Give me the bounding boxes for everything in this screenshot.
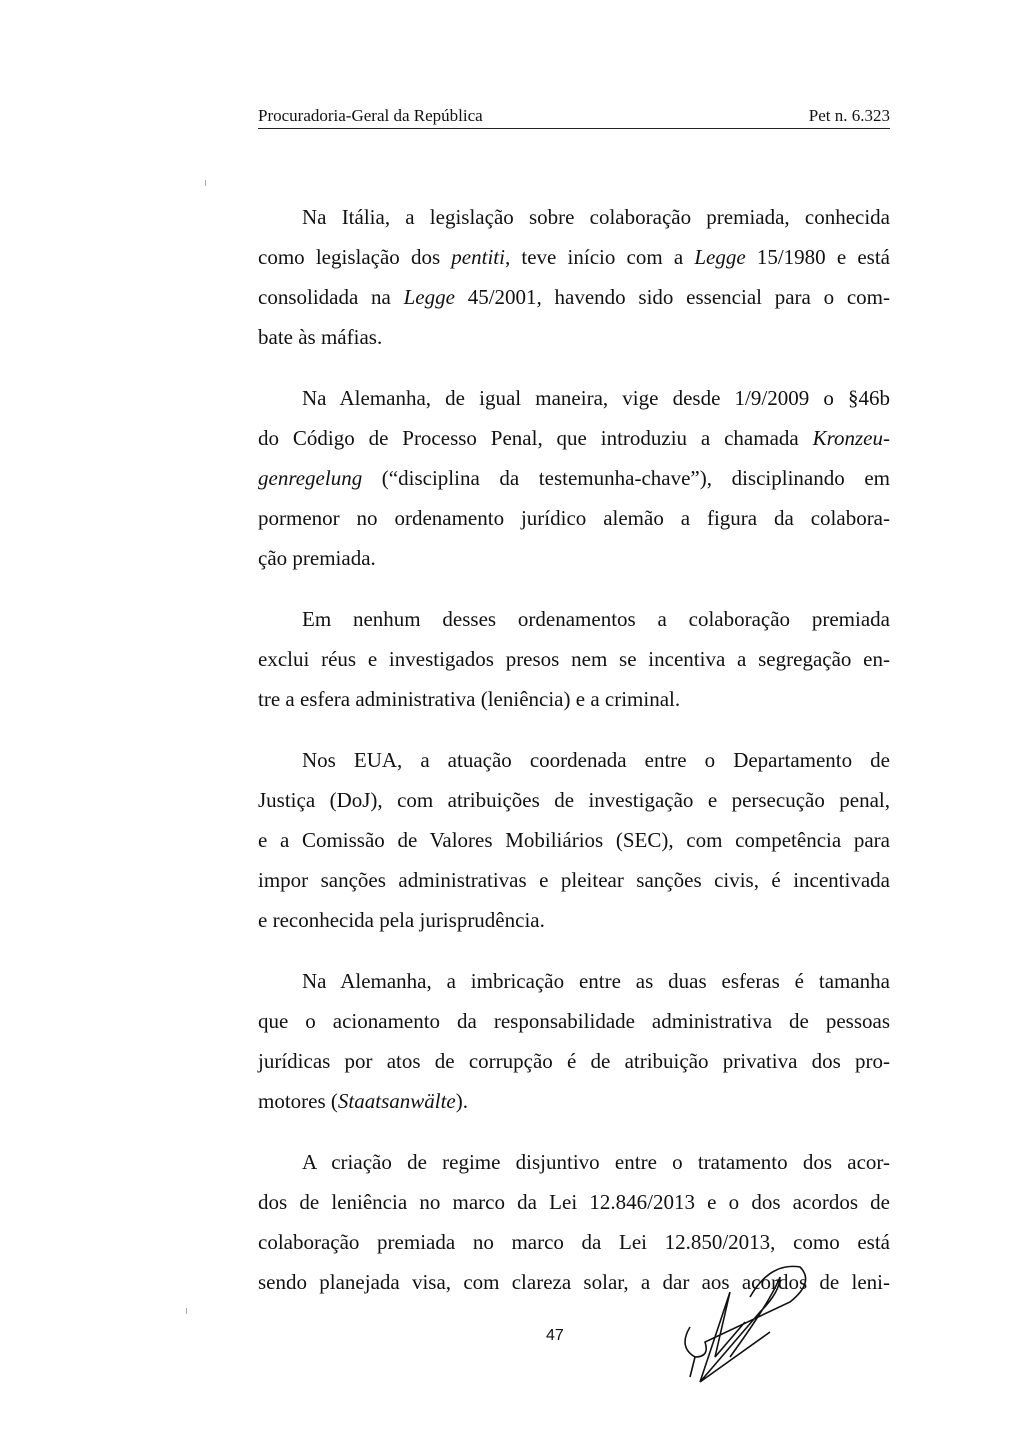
paragraph — [258, 197, 890, 357]
text-line — [258, 1081, 890, 1121]
italic-text: Legge — [403, 285, 455, 309]
text-segment: Na Itália, a legislação sobre colaboração premiada, conhecida — [302, 205, 890, 229]
text-segment: teve início com a — [510, 245, 695, 269]
text-line — [258, 820, 890, 860]
text-line — [258, 277, 890, 317]
text-line — [258, 378, 890, 418]
text-segment: sendo planejada visa, com clareza solar, a dar aos acordos de leni- — [258, 1270, 890, 1294]
text-line — [258, 538, 890, 578]
header-institution: Procuradoria-Geral da República — [258, 106, 483, 125]
text-segment: como legislação dos — [258, 245, 452, 269]
text-segment: Na Alemanha, a imbricação entre as duas esferas é tamanha — [302, 969, 890, 993]
text-segment: do Código de Processo Penal, que introduziu a chamada — [258, 426, 813, 450]
text-line — [258, 458, 890, 498]
text-segment: Em nenhum desses ordenamentos a colaboração premiada — [302, 607, 890, 631]
text-line — [258, 679, 890, 719]
italic-text: pentiti, — [451, 245, 511, 269]
text-segment: Na Alemanha, de igual maneira, vige desde 1/9/2009 o §46b — [302, 386, 890, 410]
page-header — [258, 104, 890, 129]
text-line — [258, 961, 890, 1001]
text-segment: que o acionamento da responsabilidade administrativa de pessoas — [258, 1009, 890, 1033]
text-segment: bate às máfias. — [258, 325, 383, 349]
body-text — [258, 197, 890, 1302]
scan-mark — [186, 1308, 187, 1314]
text-segment: Justiça (DoJ), com atribuições de investigação e persecução penal, — [258, 788, 890, 812]
text-line — [258, 860, 890, 900]
text-segment: Nos EUA, a atuação coordenada entre o Departamento de — [302, 748, 890, 772]
text-segment: ção premiada. — [258, 546, 376, 570]
text-segment: impor sanções administrativas e pleitear sanções civis, é incentivada — [258, 868, 890, 892]
text-segment: (“disciplina da testemunha-chave”), disciplinando em — [362, 466, 890, 490]
text-segment: consolidada na — [258, 285, 404, 309]
text-line — [258, 1142, 890, 1182]
text-line — [258, 900, 890, 940]
scan-mark — [205, 180, 206, 186]
text-segment: motores ( — [258, 1089, 338, 1113]
handwritten-signature — [660, 1262, 820, 1392]
paragraph — [258, 599, 890, 719]
text-segment: 45/2001, havendo sido essencial para o com- — [454, 285, 890, 309]
paragraph — [258, 961, 890, 1121]
text-line — [258, 197, 890, 237]
text-segment: 15/1980 e está — [745, 245, 890, 269]
text-line — [258, 317, 890, 357]
text-line — [258, 418, 890, 458]
text-line — [258, 1001, 890, 1041]
text-line — [258, 780, 890, 820]
text-line — [258, 1041, 890, 1081]
text-segment: colaboração premiada no marco da Lei 12.850/2013, como está — [258, 1230, 890, 1254]
text-segment: tre a esfera administrativa (leniência) e a criminal. — [258, 687, 681, 711]
text-segment: dos de leniência no marco da Lei 12.846/2013 e o dos acordos de — [258, 1190, 890, 1214]
text-segment: e a Comissão de Valores Mobiliários (SEC), com competência para — [258, 828, 890, 852]
italic-text: Kronzeu- — [812, 426, 890, 450]
text-line — [258, 498, 890, 538]
text-segment: ). — [455, 1089, 468, 1113]
text-segment: pormenor no ordenamento jurídico alemão a figura da colabora- — [258, 506, 890, 530]
paragraph — [258, 740, 890, 940]
text-line — [258, 639, 890, 679]
text-segment: exclui réus e investigados presos nem se incentiva a segregação en- — [258, 647, 890, 671]
page-number: 47 — [546, 1327, 564, 1344]
text-line — [258, 599, 890, 639]
header-case-number: Pet n. 6.323 — [808, 106, 890, 125]
text-line — [258, 740, 890, 780]
text-segment: jurídicas por atos de corrupção é de atribuição privativa dos pro- — [258, 1049, 890, 1073]
italic-text: Legge — [694, 245, 746, 269]
text-segment: A criação de regime disjuntivo entre o tratamento dos acor- — [302, 1150, 890, 1174]
text-line — [258, 237, 890, 277]
italic-text: genregelung — [258, 466, 363, 490]
text-line — [258, 1222, 890, 1262]
italic-text: Staatsanwälte — [337, 1089, 456, 1113]
text-segment: e reconhecida pela jurisprudência. — [258, 908, 545, 932]
paragraph — [258, 378, 890, 578]
text-line — [258, 1182, 890, 1222]
